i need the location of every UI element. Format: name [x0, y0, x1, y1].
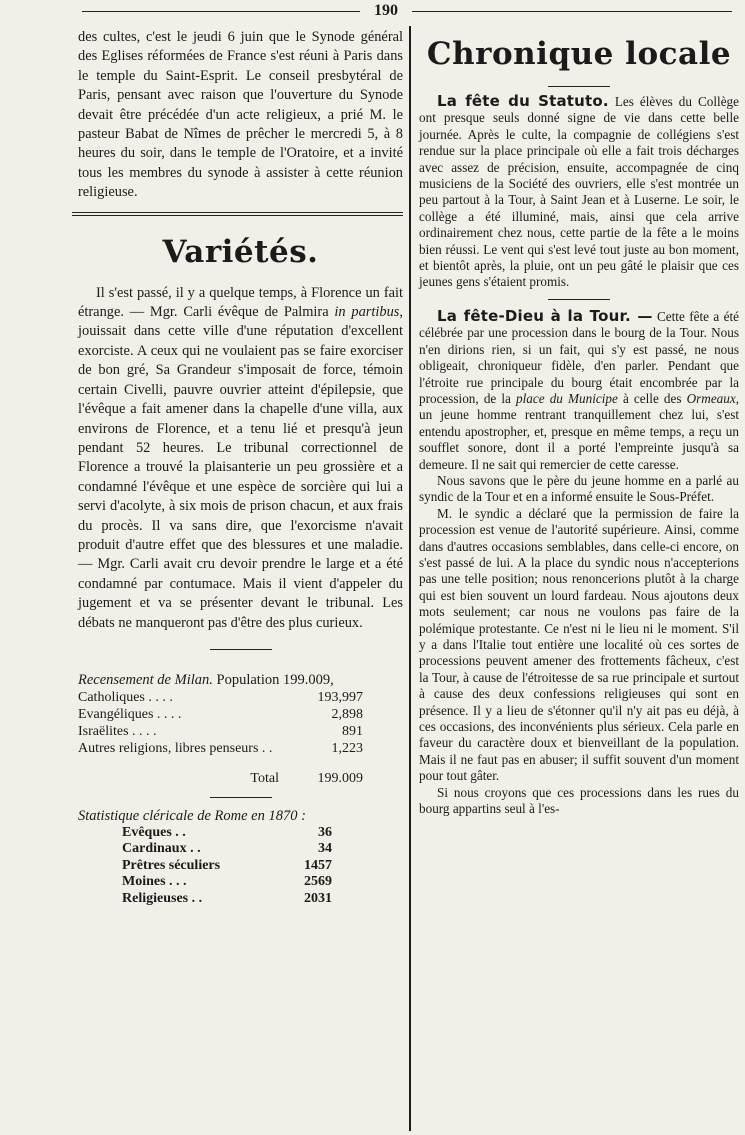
stat-label: Moines . . . [122, 874, 187, 890]
census-block [78, 672, 403, 787]
census-row [78, 723, 403, 740]
fetedieu-paragraph-4: Si nous croyons que ces processions dans les rues du bourg appartins seul à l'es- [419, 784, 739, 817]
stat-label: Cardinaux . . [122, 841, 201, 857]
column-divider [409, 26, 411, 1131]
fetedieu-italic-2: Ormeaux [686, 390, 736, 406]
stat-value: 34 [318, 841, 332, 857]
stat-row [78, 891, 403, 908]
census-value: 193,997 [317, 689, 363, 705]
census-total-label: Total [250, 770, 279, 786]
census-label: Catholiques . . . . [78, 689, 173, 705]
census-row [78, 740, 403, 757]
intro-paragraph: des cultes, c'est le jeudi 6 juin que le Synode général des Eglises réformées de France s'est réuni à Paris dans le temple du Saint-Esprit. Le conseil presbytéral de Paris, pensant avec raison que l'ouverture du Synode devait être précédée d'un acte religieux, a prié M. le pasteur Babat de Nîmes de prêcher le mercredi 5, à 8 heures du soir, dans le temple de l'Oratoire, et a invité tous les membres du synode à assister à cette réunion religieuse. [78, 29, 403, 201]
stat-value: 1457 [304, 857, 332, 873]
stat-row [78, 841, 403, 858]
varietes-paragraph [78, 284, 403, 633]
census-value: 2,898 [331, 706, 363, 722]
short-rule [548, 299, 610, 300]
stat-caption [78, 808, 403, 825]
fetedieu-text-3: , un jeune homme rentrant tranquillement chez lui, s'est entendu apostropher, et, presque en même temps, a reçu un soufflet sonore, dont il a porté l'empreinte jusqu'à sa demeure. Il ne sait qui remercier de cette caresse. [419, 390, 740, 472]
fetedieu-heading: La fête-Dieu à la Tour. — [437, 306, 653, 325]
census-value: 891 [342, 723, 363, 739]
fetedieu-paragraph [419, 308, 739, 473]
census-row [78, 689, 403, 706]
fetedieu-text-2: à celle des [617, 390, 682, 406]
census-caption [78, 672, 403, 689]
census-caption-text: Population 199.009, [216, 671, 334, 688]
census-value: 1,223 [331, 740, 363, 756]
statuto-text: Les élèves du Collège ont presque seuls donné signe de vie dans cette belle journée. Après le culte, la compagnie de collégiens s'est rendue sur la place principale où elle a fait trois décharges avec assez de précision, ensuite, accompagnée de cinq musiciens de la Société des ouvriers, elle s'est montrée un peu partout à la Tour, à Saint Jean et à Luserne. Le soir, le collège a été illuminé, mais, ainsi que cela arrive ordinairement chez nous, cette partie de la fête a le moins bien réussi. Le vent qui s'est levé tout juste au bon moment, et bientôt après, la pluie, ont un peu gâté le plaisir que ces jeunes gens s'étaient promis. [419, 94, 739, 290]
stat-label: Religieuses . . [122, 890, 203, 906]
page-number: 190 [360, 2, 412, 20]
section-rule [72, 212, 403, 216]
fetedieu-italic-1: place du Municipe [516, 390, 618, 406]
varietes-italic: in partibus [334, 304, 400, 321]
varietes-text-2: , jouissait dans cette ville d'une réputation d'excellent exorciste. A ceux qui ne voulaient pas se faire exorciser de bon gré, Sa Grandeur s'imposait de force, témoin certain Civelli, pauvre ouvrier atteint d'épilepsie, que l'évêque a fait amener dans la chapelle d'une villa, aux environs de Florence, et a tenu lié et presqu'à jeun pendant 52 heures. Le tribunal correctionnel de Florence a trouvé la plaisanterie un peu grossière et a condamné l'évêque et une espèce de sorcière qui lui a servi d'acolyte, à six mois de prison chacun, et aux frais du procès. Il va sans dire, que l'exorcisme n'avait produit d'autre effet que des blessures et une maladie. — Mgr. Carli avait cru devoir prendre le large et a été condamné par contumace. Mais il vient d'appeler du jugement et va se présenter devant le tribunal. Les débats ne manqueront pas d'être des plus curieux. [78, 304, 403, 631]
varietes-text-1: Il s'est passé, il y a quelque temps, à Florence un fait étrange. — Mgr. Carli évêque de Palmira [78, 284, 403, 321]
stat-value: 2031 [304, 890, 332, 906]
fetedieu-paragraph-2: Nous savons que le père du jeune homme en a parlé au syndic de la Tour et en a informé ensuite le Sous-Préfet. [419, 472, 739, 505]
stat-value: 36 [318, 824, 332, 840]
fetedieu-paragraph-3: M. le syndic a déclaré que la permission de faire la procession est venue de l'autorité supérieure. Ainsi, comme dans d'autres occasions semblables, dans celle-ci encore, on s'est passé de lui. A la place du syndic nous n'accepterions pas une telle position; nous renoncerions plutôt à la charge qui est bien souvent un lourd fardeau. Nous ajoutons deux mots seulement; car nous ne voulons pas faire de la polémique protestante. Ce n'est ni le lieu ni le moment. S'il y a dans l'Italie tout entière une localité où ces sortes de processions peuvent amener des frottements fâcheux, c'est la Tour, à cause de l'étroitesse de sa rue principale et surtout à cause des deux confessions religieuses qui sont en présence. Il y a lieu de s'étonner qu'il n'y ait pas eu déjà, à ces occasions, des inconvénients plus sérieux. Cela parle en faveur du caractère doux et bienveillant de la population. Mais il ne faut pas en abuser; il suffit souvent d'un moment pour tout gâter. [419, 505, 739, 784]
short-rule [210, 649, 272, 650]
stat-block [78, 808, 403, 908]
short-rule [210, 797, 272, 798]
stat-row [78, 825, 403, 842]
census-total-value: 199.009 [317, 770, 363, 786]
stat-label: Evêques . . [122, 824, 186, 840]
stat-label: Prêtres séculiers [122, 857, 221, 873]
census-caption-italic: Recensement de Milan. [78, 671, 213, 688]
census-label: Evangéliques . . . . [78, 706, 182, 722]
chronique-title: Chronique locale [426, 36, 732, 72]
right-column [419, 28, 739, 817]
fetedieu-text-1: Cette fête a été célébrée par une procession dans le bourg de la Tour. Nous n'en dirions rien, si un fait, qui s'y est passé, ne nous obligeait, chroniqueur fidèle, d'en parler. Pendant que l'étroite rue principale du bourg était encombrée par la procession, de la [419, 308, 739, 406]
left-column [78, 28, 403, 907]
statuto-heading: La fête du Statuto. [437, 92, 609, 110]
stat-value: 2569 [304, 874, 332, 890]
census-label: Israëlites . . . . [78, 723, 157, 739]
census-row [78, 706, 403, 723]
stat-row [78, 858, 403, 875]
stat-row [78, 874, 403, 891]
statuto-paragraph [419, 93, 739, 291]
short-rule [548, 86, 610, 87]
census-total [78, 771, 403, 787]
census-label: Autres religions, libres penseurs . . [78, 740, 273, 756]
varietes-title: Variétés. [162, 233, 319, 270]
stat-caption-text: Statistique cléricale de Rome en 1870 : [78, 807, 306, 824]
